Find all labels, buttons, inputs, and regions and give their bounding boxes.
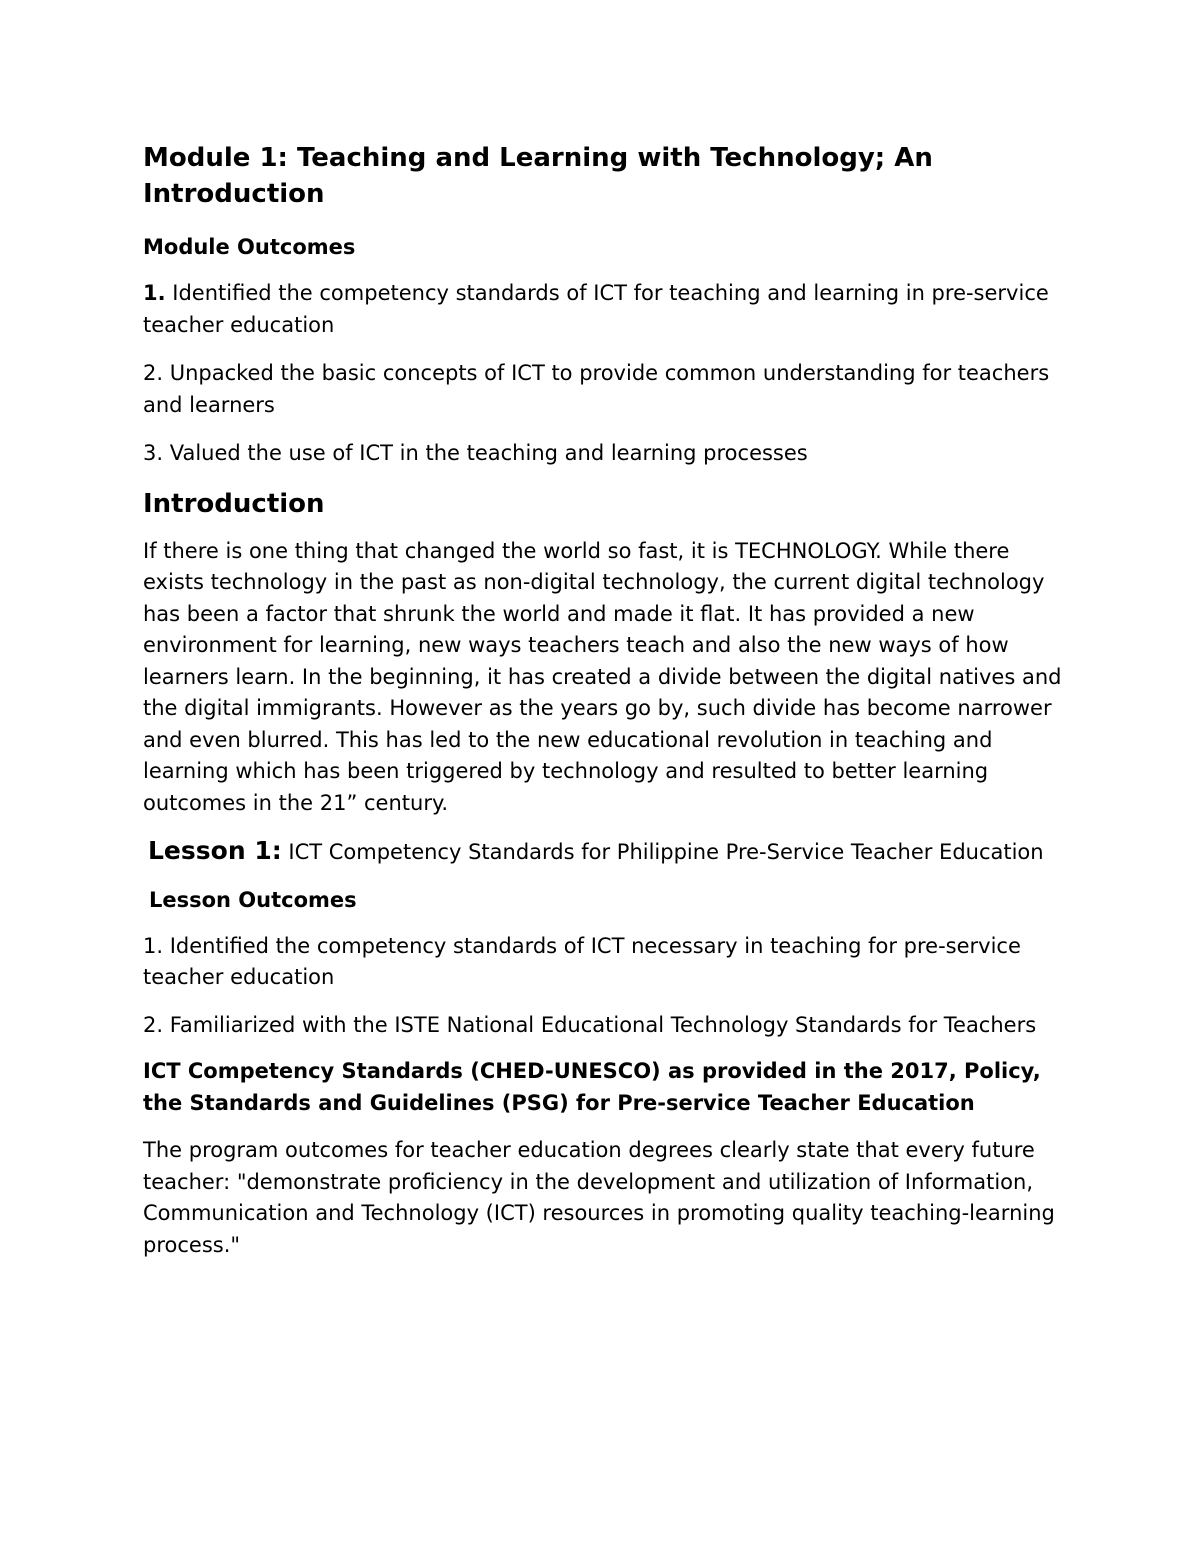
ict-standards-body: The program outcomes for teacher education degrees clearly state that every future teacher: "demonstrate proficiency in the development and utilization of Information, Communication and Technology (ICT) resources in promoting quality teaching-learning process." bbox=[143, 1138, 1055, 1257]
lesson-outcomes-heading: Lesson Outcomes bbox=[149, 887, 357, 912]
module-outcome-1-number: 1. bbox=[143, 281, 166, 305]
module-outcome-2-number: 2. bbox=[143, 361, 164, 385]
module-outcome-3-text: Valued the use of ICT in the teaching and learning processes bbox=[163, 441, 808, 465]
lesson-1-title: ICT Competency Standards for Philippine Pre-Service Teacher Education bbox=[281, 840, 1044, 864]
ict-standards-heading: ICT Competency Standards (CHED-UNESCO) as provided in the 2017, Policy, the Standards and Guidelines (PSG) for Pre-service Teacher Education bbox=[143, 1059, 1041, 1115]
module-title: Module 1: Teaching and Learning with Technology; An Introduction bbox=[143, 143, 933, 209]
introduction-heading: Introduction bbox=[143, 488, 325, 519]
lesson-1-heading bbox=[143, 835, 1068, 869]
module-outcomes-heading: Module Outcomes bbox=[143, 235, 356, 259]
lesson-outcome-1: 1. Identified the competency standards of ICT necessary in teaching for pre-service teacher education bbox=[143, 933, 1021, 989]
module-outcome-3-number: 3. bbox=[143, 441, 164, 465]
module-outcome-3 bbox=[143, 438, 1068, 470]
module-outcome-1 bbox=[143, 278, 1068, 341]
module-outcome-2 bbox=[143, 358, 1068, 421]
lesson-outcome-2: 2. Familiarized with the ISTE National Educational Technology Standards for Teachers bbox=[143, 1012, 1037, 1037]
introduction-body: If there is one thing that changed the world so fast, it is TECHNOLOGY. While there exists technology in the past as non-digital technology, the current digital technology has been a factor that shrunk the world and made it flat. It has provided a new environment for learning, new ways teachers teach and also the new ways of how learners learn. In the beginning, it has created a divide between the digital natives and the digital immigrants. However as the years go by, such divide has become narrower and even blurred. This has led to the new educational revolution in teaching and learning which has been triggered by technology and resulted to better learning outcomes in the 21” century. bbox=[143, 538, 1062, 815]
module-outcome-1-text: Identified the competency standards of ICT for teaching and learning in pre-service teacher education bbox=[143, 281, 1049, 337]
lesson-1-label: Lesson 1: bbox=[148, 836, 282, 865]
module-outcome-2-text: Unpacked the basic concepts of ICT to provide common understanding for teachers and learners bbox=[143, 361, 1050, 417]
document-page bbox=[143, 140, 1068, 1261]
